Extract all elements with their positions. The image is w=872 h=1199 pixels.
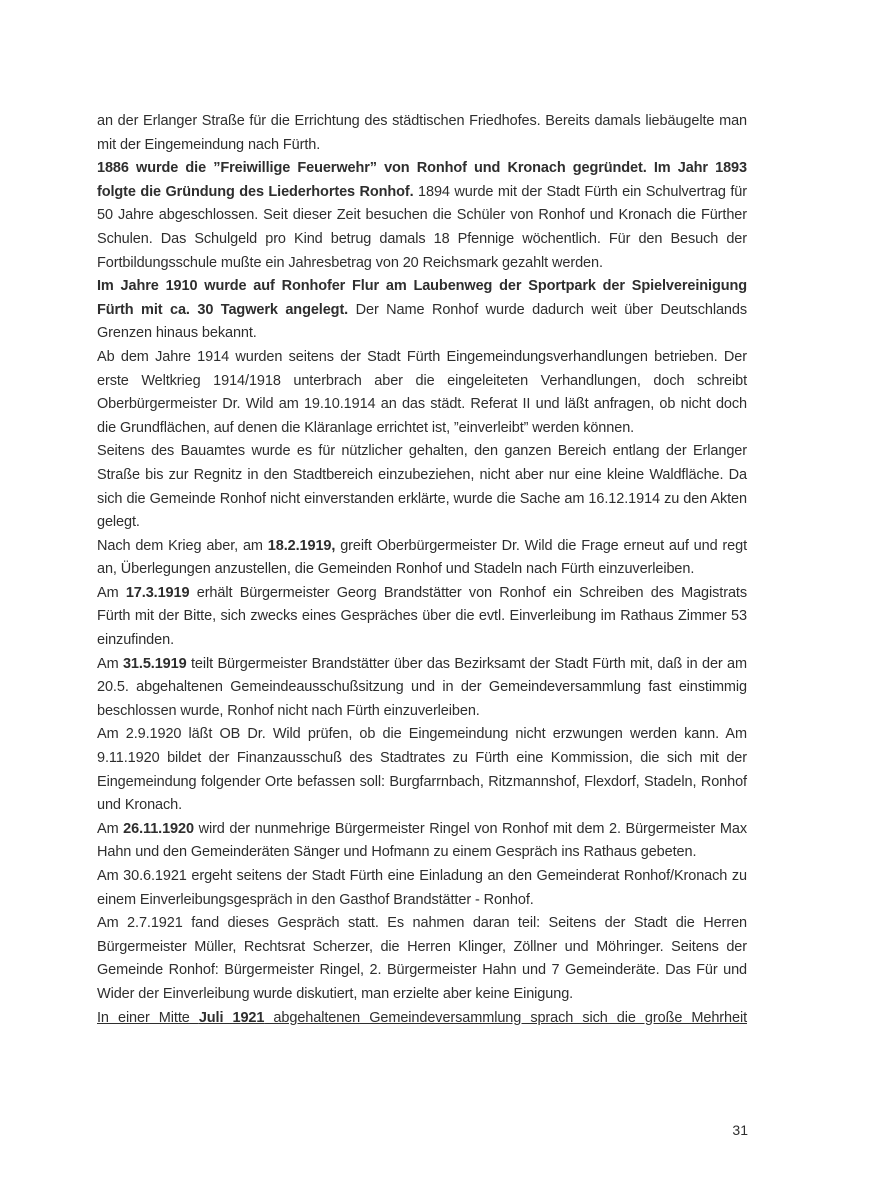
paragraph-feuerwehr-1886 <box>97 157 751 275</box>
paragraph-1921-gespraech <box>97 912 751 1006</box>
date-bold: 18.2.1919, <box>267 537 336 554</box>
date-bold: 26.11.1920 <box>123 820 194 837</box>
paragraph-bauamt <box>97 440 751 534</box>
text-segment: Am <box>97 655 123 672</box>
page-number: 31 <box>732 1122 748 1138</box>
document-text <box>97 110 751 1030</box>
paragraph-1919-maerz <box>97 582 751 653</box>
text-segment: Am <box>97 584 126 601</box>
paragraph-1920-november <box>97 818 751 865</box>
text-segment: wird der nunmehrige Bürgermeister Ringel von Ronhof mit dem 2. Bürgermeister Max Hahn und den Gemeinderäten Sänger und Hofmann zu einem Gespräch ins Rathaus gebeten. <box>97 820 751 861</box>
paragraph-sportpark-1910 <box>97 275 751 346</box>
date-bold: 17.3.1919 <box>125 584 190 601</box>
text-segment-bold: Im Jahre 1910 wurde auf Ronhofer Flur am Laubenweg der Sportpark der Spielvereinigung Fürth mit ca. 30 Tagwerk angelegt. <box>97 278 751 318</box>
paragraph-1919-februar <box>97 535 751 582</box>
text-segment-bold: 1886 wurde die ”Freiwillige Feuerwehr” von Ronhof und Kronach gegründet. Im Jahr 1893 folgte die Gründung des Liederhortes Ronhof. <box>97 160 751 200</box>
paragraph-1919-mai <box>97 653 751 724</box>
text-segment: Der Name Ronhof wurde dadurch weit über Deutschlands Grenzen hinaus bekannt. <box>97 301 751 342</box>
text-segment: Am <box>97 820 124 837</box>
text-segment: In einer Mitte <box>97 1009 199 1026</box>
paragraph-1920-kommission <box>97 723 751 817</box>
text-segment: Nach dem Krieg aber, am <box>97 537 268 554</box>
text-segment: Ab dem Jahre 1914 wurden seitens der Stadt Fürth Eingemeindungsverhandlungen betrieben. Der erste Weltkrieg 1914/1918 unterbrach aber die eingeleiteten Verhandlungen, doch schreibt Oberbürgermeister Dr. Wild am 19.10.1914 an das städt. Referat II und läßt anfragen, ob nicht doch die Grundflächen, auf denen die Kläranlage errichtet ist, ”einverleibt” werden können. <box>97 348 751 436</box>
text-segment: Seitens des Bauamtes wurde es für nützlicher gehalten, den ganzen Bereich entlang der Erlanger Straße bis zur Regnitz in den Stadtbereich einzubeziehen, nicht aber nur eine kleine Waldfläche. Da sich die Gemeinde Ronhof nicht einverstanden erklärte, wurde die Sache am 16.12.1914 zu den Akten gelegt. <box>97 443 751 531</box>
text-segment: Am 2.7.1921 fand dieses Gespräch statt. Es nahmen daran teil: Seitens der Stadt die Herren Bürgermeister Müller, Rechtsrat Scherzer, die Herren Klinger, Zöllner und Möhringer. Seitens der Gemeinde Ronhof: Bürgermeister Ringel, 2. Bürgermeister Hahn und 7 Gemeinderäte. Das Für und Wider der Einverleibung wurde diskutiert, man erzielte aber keine Einigung. <box>97 915 751 1002</box>
text-segment: abgehaltenen Gemeindeversammlung sprach sich die große Mehrheit <box>264 1009 747 1026</box>
date-bold: Juli 1921 <box>198 1009 265 1026</box>
text-segment: Am 2.9.1920 läßt OB Dr. Wild prüfen, ob die Eingemeindung nicht erzwungen werden kann. Am 9.11.1920 bildet der Finanzausschuß des Stadtrates zu Fürth eine Kommission, die sich mit der Eingemeindung folgender Orte befassen soll: Burgfarrnbach, Ritzmannshof, Flexdorf, Stadeln, Ronhof und Kronach. <box>97 726 751 814</box>
text-segment: an der Erlanger Straße für die Errichtung des städtischen Friedhofes. Bereits damals liebäugelte man mit der Eingemeindung nach Fürth. <box>97 113 751 153</box>
paragraph-1921-einladung <box>97 865 751 912</box>
text-segment: 1894 wurde mit der Stadt Fürth ein Schulvertrag für 50 Jahre abgeschlossen. Seit dieser Zeit besuchen die Schüler von Ronhof und Kronach die Fürther Schulen. Das Schulgeld pro Kind betrug damals 18 Pfennige wöchentlich. Für den Besuch der Fortbildungsschule mußte ein Jahresbetrag von 20 Reichsmark gezahlt werden. <box>97 183 751 271</box>
paragraph-friedhof <box>97 110 751 157</box>
date-bold: 31.5.1919 <box>122 655 187 672</box>
text-segment: erhält Bürgermeister Georg Brandstätter von Ronhof ein Schreiben des Magistrats Fürth mit der Bitte, sich zwecks eines Gespräches über die evtl. Einverleibung im Rathaus Zimmer 53 einzufinden. <box>97 584 751 649</box>
text-segment: Am 30.6.1921 ergeht seitens der Stadt Fürth eine Einladung an den Gemeinderat Ronhof/Kronach zu einem Einverleibungsgespräch in den Gasthof Brandstätter - Ronhof. <box>97 868 751 908</box>
paragraph-1921-gemeindeversammlung <box>97 1007 747 1031</box>
text-segment: teilt Bürgermeister Brandstätter über das Bezirksamt der Stadt Fürth mit, daß in der am 20.5. abgehaltenen Gemeindeausschußsitzung und in der Gemeindeversammlung fast einstimmig beschlossen wurde, Ronhof nicht nach Fürth einzuverleiben. <box>97 655 751 719</box>
paragraph-verhandlungen-1914 <box>97 346 751 440</box>
text-segment: greift Oberbürgermeister Dr. Wild die Frage erneut auf und regt an, Überlegungen anzustellen, die Gemeinden Ronhof und Stadeln nach Fürth einzuverleiben. <box>97 537 751 578</box>
